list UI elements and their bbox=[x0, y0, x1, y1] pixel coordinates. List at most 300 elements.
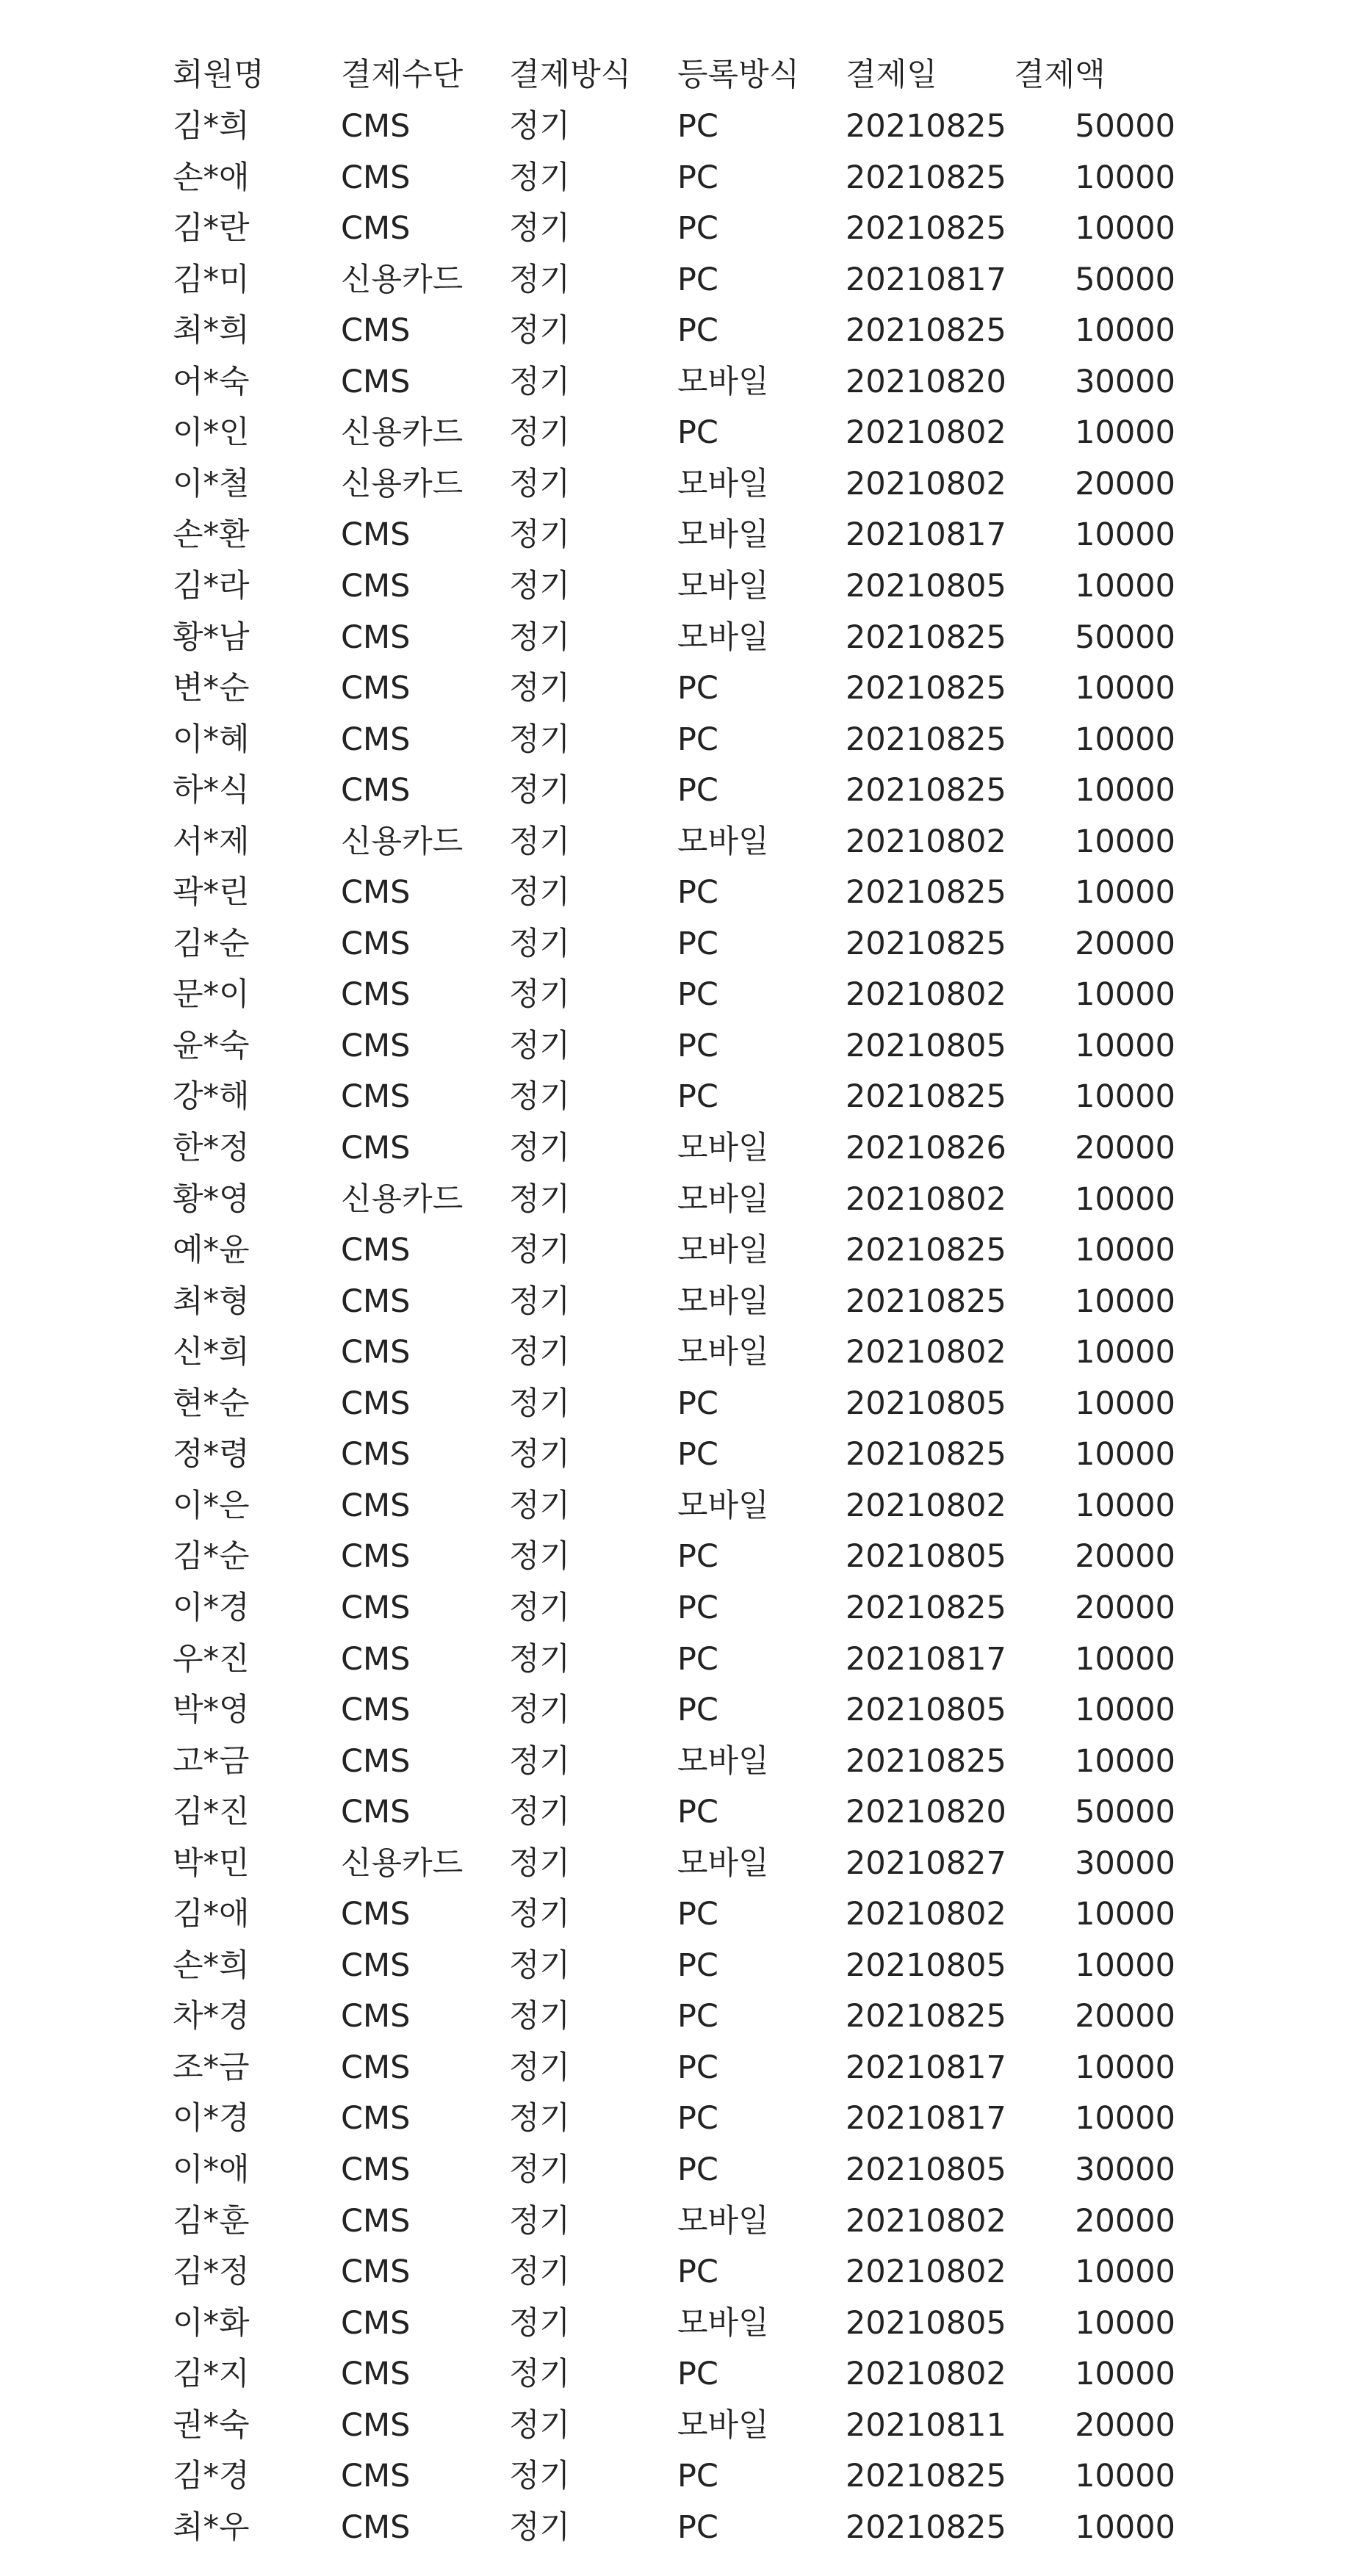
payment-method: 정기 bbox=[509, 1078, 571, 1115]
payment-amount: 30000 bbox=[1075, 1845, 1175, 1882]
registration-method: 모바일 bbox=[677, 823, 769, 860]
member-name: 우*진 bbox=[173, 1641, 250, 1678]
registration-method: PC bbox=[677, 1998, 718, 2035]
payment-method: 정기 bbox=[509, 1028, 571, 1064]
payment-date: 20210825 bbox=[846, 2509, 1006, 2546]
member-name: 이*경 bbox=[173, 2100, 250, 2137]
table-row bbox=[0, 2352, 1348, 2396]
payment-date: 20210817 bbox=[846, 516, 1006, 553]
table-row bbox=[0, 2250, 1348, 2294]
payment-amount: 10000 bbox=[1075, 1028, 1175, 1064]
payment-amount: 10000 bbox=[1075, 1896, 1175, 1933]
member-name: 김*훈 bbox=[173, 2203, 250, 2240]
registration-method: 모바일 bbox=[677, 466, 769, 502]
payment-means: CMS bbox=[341, 210, 411, 247]
table-row bbox=[0, 1892, 1348, 1936]
payment-means: CMS bbox=[341, 2254, 411, 2290]
payment-means: CMS bbox=[341, 1590, 411, 1626]
registration-method: 모바일 bbox=[677, 1487, 769, 1524]
payment-method: 정기 bbox=[509, 1845, 571, 1882]
payment-method: 정기 bbox=[509, 976, 571, 1013]
payment-method: 정기 bbox=[509, 2049, 571, 2086]
table-row bbox=[0, 2403, 1348, 2447]
registration-method: PC bbox=[677, 1538, 718, 1575]
member-name: 최*희 bbox=[173, 312, 250, 349]
registration-method: PC bbox=[677, 1641, 718, 1678]
registration-method: PC bbox=[677, 1028, 718, 1064]
registration-method: 모바일 bbox=[677, 1232, 769, 1269]
payment-amount: 50000 bbox=[1075, 261, 1175, 298]
table-row bbox=[0, 104, 1348, 148]
payment-amount: 10000 bbox=[1075, 670, 1175, 707]
registration-method: PC bbox=[677, 1947, 718, 1984]
table-row bbox=[0, 1382, 1348, 1426]
table-row bbox=[0, 1637, 1348, 1681]
member-name: 김*순 bbox=[173, 1538, 250, 1575]
table-row bbox=[0, 870, 1348, 914]
payment-date: 20210802 bbox=[846, 823, 1006, 860]
payment-amount: 10000 bbox=[1075, 2509, 1175, 2546]
registration-method: PC bbox=[677, 1896, 718, 1933]
table-row bbox=[0, 973, 1348, 1017]
payment-amount: 10000 bbox=[1075, 772, 1175, 809]
payment-method: 정기 bbox=[509, 2151, 571, 2188]
payment-method: 정기 bbox=[509, 414, 571, 451]
payment-method: 정기 bbox=[509, 1743, 571, 1780]
payment-amount: 10000 bbox=[1075, 1487, 1175, 1524]
payment-date: 20210825 bbox=[846, 1078, 1006, 1115]
payment-method: 정기 bbox=[509, 2305, 571, 2342]
payment-method: 정기 bbox=[509, 159, 571, 196]
payment-date: 20210802 bbox=[846, 2356, 1006, 2392]
registration-method: 모바일 bbox=[677, 2305, 769, 2342]
payment-method: 정기 bbox=[509, 1692, 571, 1728]
payment-date: 20210820 bbox=[846, 364, 1006, 400]
payment-method: 정기 bbox=[509, 1334, 571, 1371]
payment-date: 20210826 bbox=[846, 1130, 1006, 1166]
payment-amount: 30000 bbox=[1075, 2151, 1175, 2188]
payment-date: 20210802 bbox=[846, 1487, 1006, 1524]
payment-means: CMS bbox=[341, 1232, 411, 1269]
payment-date: 20210805 bbox=[846, 1028, 1006, 1064]
table-row bbox=[0, 1280, 1348, 1324]
payment-method: 정기 bbox=[509, 1385, 571, 1422]
payment-amount: 10000 bbox=[1075, 2100, 1175, 2137]
registration-method: 모바일 bbox=[677, 516, 769, 553]
member-name: 변*순 bbox=[173, 670, 250, 707]
member-name: 박*민 bbox=[173, 1845, 250, 1882]
member-name: 최*형 bbox=[173, 1283, 250, 1320]
member-name: 강*해 bbox=[173, 1078, 250, 1115]
payment-amount: 20000 bbox=[1075, 1998, 1175, 2035]
member-name: 현*순 bbox=[173, 1385, 250, 1422]
payment-date: 20210825 bbox=[846, 1232, 1006, 1269]
payment-means: CMS bbox=[341, 2049, 411, 2086]
table-row bbox=[0, 2505, 1348, 2550]
payment-means: CMS bbox=[341, 2407, 411, 2444]
payment-amount: 20000 bbox=[1075, 1590, 1175, 1626]
table-row bbox=[0, 1484, 1348, 1528]
payment-means: CMS bbox=[341, 670, 411, 707]
payment-amount: 10000 bbox=[1075, 1947, 1175, 1984]
registration-method: PC bbox=[677, 874, 718, 911]
payment-date: 20210825 bbox=[846, 772, 1006, 809]
registration-method: 모바일 bbox=[677, 1283, 769, 1320]
registration-method: PC bbox=[677, 926, 718, 962]
payment-means: 신용카드 bbox=[341, 466, 464, 502]
payment-method: 정기 bbox=[509, 721, 571, 758]
payment-date: 20210802 bbox=[846, 1896, 1006, 1933]
payment-amount: 20000 bbox=[1075, 926, 1175, 962]
payment-date: 20210825 bbox=[846, 312, 1006, 349]
table-row bbox=[0, 1841, 1348, 1886]
registration-method: PC bbox=[677, 1078, 718, 1115]
registration-method: PC bbox=[677, 159, 718, 196]
member-name: 박*영 bbox=[173, 1692, 250, 1728]
header-registration: 등록방식 bbox=[677, 57, 800, 93]
member-name: 이*화 bbox=[173, 2305, 250, 2342]
header-payment-method: 결제방식 bbox=[509, 57, 632, 93]
member-name: 손*환 bbox=[173, 516, 250, 553]
payment-amount: 20000 bbox=[1075, 2407, 1175, 2444]
payment-means: CMS bbox=[341, 1385, 411, 1422]
payment-means: CMS bbox=[341, 2356, 411, 2392]
registration-method: PC bbox=[677, 261, 718, 298]
member-name: 이*혜 bbox=[173, 721, 250, 758]
registration-method: 모바일 bbox=[677, 1743, 769, 1780]
payment-means: CMS bbox=[341, 364, 411, 400]
payment-means: CMS bbox=[341, 1794, 411, 1830]
member-name: 하*식 bbox=[173, 772, 250, 809]
table-row bbox=[0, 1228, 1348, 1272]
payment-method: 정기 bbox=[509, 1181, 571, 1218]
payment-amount: 10000 bbox=[1075, 874, 1175, 911]
payment-means: CMS bbox=[341, 108, 411, 145]
table-row bbox=[0, 2301, 1348, 2345]
payment-date: 20210825 bbox=[846, 1743, 1006, 1780]
registration-method: PC bbox=[677, 2049, 718, 2086]
payment-means: CMS bbox=[341, 159, 411, 196]
registration-method: PC bbox=[677, 976, 718, 1013]
member-name: 한*정 bbox=[173, 1130, 250, 1166]
payment-amount: 20000 bbox=[1075, 466, 1175, 502]
table-row bbox=[0, 564, 1348, 608]
payment-method: 정기 bbox=[509, 466, 571, 502]
member-name: 고*금 bbox=[173, 1743, 250, 1780]
payment-means: CMS bbox=[341, 2151, 411, 2188]
registration-method: 모바일 bbox=[677, 2407, 769, 2444]
table-row bbox=[0, 206, 1348, 250]
member-name: 황*남 bbox=[173, 619, 250, 656]
payment-amount: 10000 bbox=[1075, 721, 1175, 758]
payment-amount: 10000 bbox=[1075, 1334, 1175, 1371]
payment-method: 정기 bbox=[509, 874, 571, 911]
payment-amount: 10000 bbox=[1075, 1078, 1175, 1115]
payment-means: CMS bbox=[341, 312, 411, 349]
payment-amount: 10000 bbox=[1075, 1641, 1175, 1678]
table-row bbox=[0, 1024, 1348, 1068]
payment-date: 20210827 bbox=[846, 1845, 1006, 1882]
payment-method: 정기 bbox=[509, 568, 571, 605]
table-row bbox=[0, 1534, 1348, 1579]
payment-date: 20210825 bbox=[846, 1998, 1006, 2035]
table-row bbox=[0, 1126, 1348, 1170]
payment-method: 정기 bbox=[509, 2203, 571, 2240]
table-row bbox=[0, 2454, 1348, 2498]
payment-method: 정기 bbox=[509, 210, 571, 247]
registration-method: PC bbox=[677, 2100, 718, 2137]
payment-means: 신용카드 bbox=[341, 1181, 464, 1218]
payment-date: 20210825 bbox=[846, 1436, 1006, 1473]
registration-method: PC bbox=[677, 2151, 718, 2188]
table-row bbox=[0, 1994, 1348, 2038]
payment-method: 정기 bbox=[509, 1590, 571, 1626]
payment-date: 20210805 bbox=[846, 1385, 1006, 1422]
payment-means: CMS bbox=[341, 1436, 411, 1473]
table-row bbox=[0, 2148, 1348, 2192]
payment-means: CMS bbox=[341, 2203, 411, 2240]
registration-method: PC bbox=[677, 1794, 718, 1830]
payment-method: 정기 bbox=[509, 1538, 571, 1575]
table-row bbox=[0, 258, 1348, 302]
registration-method: PC bbox=[677, 210, 718, 247]
payment-date: 20210825 bbox=[846, 210, 1006, 247]
payment-amount: 10000 bbox=[1075, 312, 1175, 349]
member-name: 김*정 bbox=[173, 2254, 250, 2290]
payment-amount: 10000 bbox=[1075, 210, 1175, 247]
payment-method: 정기 bbox=[509, 261, 571, 298]
table-row bbox=[0, 616, 1348, 660]
payment-date: 20210802 bbox=[846, 466, 1006, 502]
payment-date: 20210802 bbox=[846, 1334, 1006, 1371]
table-row bbox=[0, 156, 1348, 200]
table-row bbox=[0, 922, 1348, 966]
payment-method: 정기 bbox=[509, 1947, 571, 1984]
table-row bbox=[0, 513, 1348, 557]
table-row bbox=[0, 1739, 1348, 1783]
table-row bbox=[0, 666, 1348, 710]
payment-means: CMS bbox=[341, 2509, 411, 2546]
payment-means: CMS bbox=[341, 619, 411, 656]
payment-amount: 20000 bbox=[1075, 1538, 1175, 1575]
member-name: 김*경 bbox=[173, 2458, 250, 2494]
payment-means: CMS bbox=[341, 1692, 411, 1728]
table-row bbox=[0, 360, 1348, 404]
payment-amount: 10000 bbox=[1075, 976, 1175, 1013]
payment-amount: 50000 bbox=[1075, 1794, 1175, 1830]
payment-date: 20210802 bbox=[846, 2203, 1006, 2240]
payment-method: 정기 bbox=[509, 1232, 571, 1269]
payment-means: CMS bbox=[341, 516, 411, 553]
member-name: 김*지 bbox=[173, 2356, 250, 2392]
member-name: 김*순 bbox=[173, 926, 250, 962]
member-name: 신*희 bbox=[173, 1334, 250, 1371]
payment-date: 20210817 bbox=[846, 2049, 1006, 2086]
table-row bbox=[0, 820, 1348, 864]
payment-date: 20210825 bbox=[846, 721, 1006, 758]
member-name: 손*희 bbox=[173, 1947, 250, 1984]
payment-method: 정기 bbox=[509, 516, 571, 553]
registration-method: PC bbox=[677, 721, 718, 758]
payment-means: CMS bbox=[341, 1896, 411, 1933]
payment-amount: 10000 bbox=[1075, 1385, 1175, 1422]
member-name: 윤*숙 bbox=[173, 1028, 250, 1064]
payment-means: CMS bbox=[341, 1078, 411, 1115]
payment-means: CMS bbox=[341, 721, 411, 758]
registration-method: PC bbox=[677, 1590, 718, 1626]
registration-method: PC bbox=[677, 2509, 718, 2546]
payment-amount: 10000 bbox=[1075, 1181, 1175, 1218]
table-row bbox=[0, 1330, 1348, 1374]
member-name: 김*라 bbox=[173, 568, 250, 605]
payment-means: CMS bbox=[341, 1487, 411, 1524]
payment-means: 신용카드 bbox=[341, 1845, 464, 1882]
payment-date: 20210825 bbox=[846, 159, 1006, 196]
payment-means: CMS bbox=[341, 1641, 411, 1678]
payment-means: CMS bbox=[341, 1283, 411, 1320]
payment-amount: 10000 bbox=[1075, 1283, 1175, 1320]
table-row bbox=[0, 1944, 1348, 1988]
payment-amount: 20000 bbox=[1075, 1130, 1175, 1166]
member-name: 서*제 bbox=[173, 823, 250, 860]
payment-method: 정기 bbox=[509, 1130, 571, 1166]
payment-amount: 10000 bbox=[1075, 1436, 1175, 1473]
payment-means: CMS bbox=[341, 926, 411, 962]
registration-method: 모바일 bbox=[677, 2203, 769, 2240]
payment-date: 20210825 bbox=[846, 670, 1006, 707]
header-member-name: 회원명 bbox=[173, 57, 264, 93]
table-row bbox=[0, 2096, 1348, 2140]
registration-method: 모바일 bbox=[677, 619, 769, 656]
member-name: 정*령 bbox=[173, 1436, 250, 1473]
registration-method: 모바일 bbox=[677, 1845, 769, 1882]
registration-method: PC bbox=[677, 2254, 718, 2290]
payment-amount: 10000 bbox=[1075, 823, 1175, 860]
payment-amount: 10000 bbox=[1075, 1743, 1175, 1780]
payment-means: CMS bbox=[341, 772, 411, 809]
payment-method: 정기 bbox=[509, 670, 571, 707]
payment-date: 20210825 bbox=[846, 1283, 1006, 1320]
payment-method: 정기 bbox=[509, 1998, 571, 2035]
payment-amount: 10000 bbox=[1075, 159, 1175, 196]
registration-method: PC bbox=[677, 772, 718, 809]
member-name: 권*숙 bbox=[173, 2407, 250, 2444]
member-name: 이*경 bbox=[173, 1590, 250, 1626]
payment-method: 정기 bbox=[509, 2356, 571, 2392]
payment-method: 정기 bbox=[509, 772, 571, 809]
payment-amount: 30000 bbox=[1075, 364, 1175, 400]
payment-date: 20210805 bbox=[846, 2151, 1006, 2188]
registration-method: 모바일 bbox=[677, 364, 769, 400]
payment-date: 20210825 bbox=[846, 926, 1006, 962]
payment-method: 정기 bbox=[509, 1436, 571, 1473]
header-payment-amount: 결제액 bbox=[1014, 57, 1106, 93]
payment-amount: 10000 bbox=[1075, 2356, 1175, 2392]
payment-method: 정기 bbox=[509, 2458, 571, 2494]
payment-date: 20210825 bbox=[846, 108, 1006, 145]
payment-date: 20210825 bbox=[846, 874, 1006, 911]
payment-method: 정기 bbox=[509, 108, 571, 145]
table-row bbox=[0, 2046, 1348, 2090]
payment-date: 20210805 bbox=[846, 2305, 1006, 2342]
payment-date: 20210805 bbox=[846, 1947, 1006, 1984]
payment-date: 20210825 bbox=[846, 619, 1006, 656]
payment-date: 20210802 bbox=[846, 976, 1006, 1013]
table-row bbox=[0, 718, 1348, 762]
member-name: 김*희 bbox=[173, 108, 250, 145]
payment-amount: 10000 bbox=[1075, 1232, 1175, 1269]
payment-method: 정기 bbox=[509, 1641, 571, 1678]
payment-method: 정기 bbox=[509, 1487, 571, 1524]
member-name: 문*이 bbox=[173, 976, 250, 1013]
registration-method: PC bbox=[677, 312, 718, 349]
payment-amount: 10000 bbox=[1075, 414, 1175, 451]
payment-means: CMS bbox=[341, 1538, 411, 1575]
member-name: 곽*린 bbox=[173, 874, 250, 911]
payment-method: 정기 bbox=[509, 823, 571, 860]
table-row bbox=[0, 1177, 1348, 1222]
table-row bbox=[0, 462, 1348, 506]
member-name: 이*철 bbox=[173, 466, 250, 502]
payment-means: CMS bbox=[341, 568, 411, 605]
table-row bbox=[0, 1790, 1348, 1834]
table-row bbox=[0, 1432, 1348, 1476]
payment-method: 정기 bbox=[509, 619, 571, 656]
registration-method: PC bbox=[677, 108, 718, 145]
payment-amount: 10000 bbox=[1075, 2458, 1175, 2494]
payment-amount: 20000 bbox=[1075, 2203, 1175, 2240]
payment-method: 정기 bbox=[509, 2100, 571, 2137]
registration-method: PC bbox=[677, 1385, 718, 1422]
header-payment-date: 결제일 bbox=[846, 57, 937, 93]
payment-date: 20210802 bbox=[846, 2254, 1006, 2290]
registration-method: 모바일 bbox=[677, 568, 769, 605]
member-name: 김*미 bbox=[173, 261, 250, 298]
table-row bbox=[0, 1586, 1348, 1630]
payment-method: 정기 bbox=[509, 2407, 571, 2444]
member-name: 손*애 bbox=[173, 159, 250, 196]
payment-means: CMS bbox=[341, 1130, 411, 1166]
payment-date: 20210820 bbox=[846, 1794, 1006, 1830]
member-name: 최*우 bbox=[173, 2509, 250, 2546]
payment-date: 20210811 bbox=[846, 2407, 1006, 2444]
registration-method: PC bbox=[677, 414, 718, 451]
member-name: 어*숙 bbox=[173, 364, 250, 400]
payment-means: CMS bbox=[341, 1334, 411, 1371]
payment-date: 20210817 bbox=[846, 261, 1006, 298]
payment-date: 20210817 bbox=[846, 1641, 1006, 1678]
payment-amount: 10000 bbox=[1075, 2305, 1175, 2342]
registration-method: PC bbox=[677, 1436, 718, 1473]
payment-method: 정기 bbox=[509, 312, 571, 349]
registration-method: PC bbox=[677, 670, 718, 707]
payment-means: CMS bbox=[341, 1998, 411, 2035]
table-row bbox=[0, 768, 1348, 812]
payment-amount: 10000 bbox=[1075, 1692, 1175, 1728]
payment-date: 20210805 bbox=[846, 568, 1006, 605]
payment-means: CMS bbox=[341, 2458, 411, 2494]
table-row bbox=[0, 1075, 1348, 1119]
registration-method: 모바일 bbox=[677, 1181, 769, 1218]
registration-method: PC bbox=[677, 2458, 718, 2494]
payment-date: 20210805 bbox=[846, 1692, 1006, 1728]
table-row bbox=[0, 2199, 1348, 2243]
payment-amount: 50000 bbox=[1075, 108, 1175, 145]
payment-date: 20210817 bbox=[846, 2100, 1006, 2137]
payment-means: CMS bbox=[341, 1743, 411, 1780]
payment-means: CMS bbox=[341, 1947, 411, 1984]
member-name: 이*인 bbox=[173, 414, 250, 451]
